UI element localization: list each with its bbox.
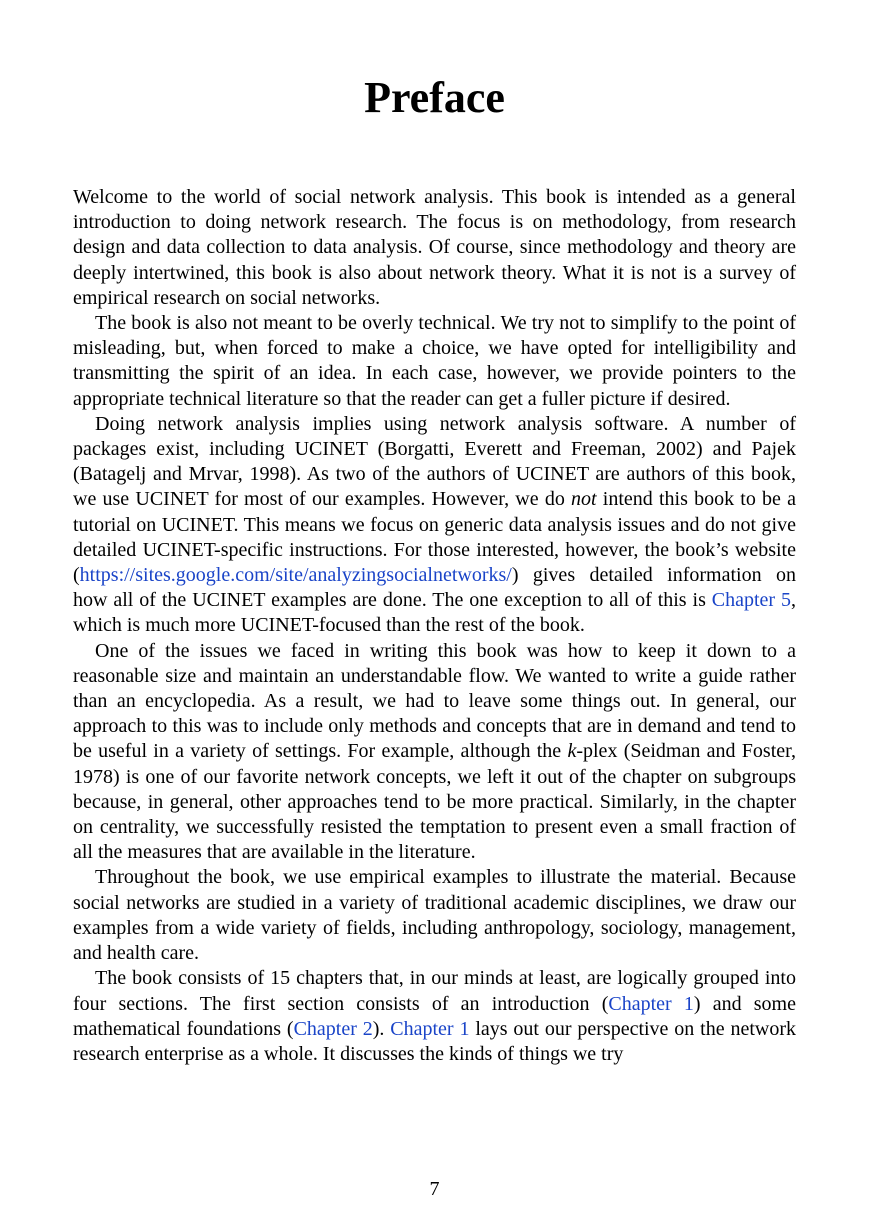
body-paragraph	[73, 639, 796, 866]
paragraph-text: Throughout the book, we use empirical examples to illustrate the material. Because social networks are studied in a variety of traditional academic disciplines, we draw our examples from a wide variety of fields, including anthropology, sociology, management, and health care.	[73, 866, 796, 965]
paragraph-text: intend this book to be a tutorial on UCINET. This means we focus on generic data analysis issues and do not give detailed UCINET-specific instructions. For those interested, however, the book’s website (	[73, 488, 796, 587]
paragraph-text: , which is much more UCINET-focused than the rest of the book.	[73, 589, 796, 637]
paragraph-text: ) and some mathematical foundations (	[73, 992, 796, 1040]
body-paragraph	[73, 185, 796, 311]
emphasis-text: k	[567, 740, 577, 763]
paragraph-text: ) gives detailed information on how all of the UCINET examples are done. The one exception to all of this is	[73, 564, 796, 612]
paragraph-text: One of the issues we faced in writing this book was how to keep it down to a reasonable size and maintain an understandable flow. We wanted to write a guide rather than an encyclopedia. As a result, we had to leave some things out. In general, our approach to this was to include only methods and concepts that are in demand and tend to be useful in a variety of settings. For example, although the	[73, 639, 796, 763]
paragraph-text: -plex (Seidman and Foster, 1978) is one of our favorite network concepts, we left it out of the chapter on subgroups because, in general, other approaches tend to be more practical. Similarly, in the chapter on centrality, we successfully resisted the temptation to present even a small fraction of all the measures that are available in the literature.	[73, 740, 796, 864]
chapter-1-link[interactable]: Chapter 1	[390, 1017, 470, 1040]
website-link[interactable]: https://sites.google.com/site/analyzingsocialnetworks/	[79, 564, 512, 587]
paragraph-text: The book is also not meant to be overly technical. We try not to simplify to the point of misleading, but, when forced to make a choice, we have opted for intelligibility and transmitting the spirit of an idea. In each case, however, we provide pointers to the appropriate technical literature so that the reader can get a fuller picture if desired.	[73, 312, 796, 410]
chapter-1-link[interactable]: Chapter 1	[608, 992, 694, 1015]
paragraph-text: Doing network analysis implies using network analysis software. A number of packages exist, including UCINET (Borgatti, Everett and Freeman, 2002) and Pajek (Batagelj and Mrvar, 1998). As two of the authors of UCINET are authors of this book, we use UCINET for most of our examples. However, we do	[73, 412, 796, 511]
paragraph-text: The book consists of 15 chapters that, in our minds at least, are logically grouped into four sections. The first section consists of an introduction (	[73, 967, 796, 1015]
paragraph-text: ).	[372, 1017, 391, 1040]
body-paragraph	[73, 311, 796, 412]
paragraph-text: Welcome to the world of social network analysis. This book is intended as a general introduction to doing network research. The focus is on methodology, from research design and data collection to data analysis. Of course, since methodology and theory are deeply intertwined, this book is also about network theory. What it is not is a survey of empirical research on social networks.	[73, 186, 796, 309]
body-paragraph	[73, 966, 796, 1067]
body-paragraph	[73, 412, 796, 639]
preface-body	[73, 185, 796, 1067]
emphasis-text: not	[571, 488, 597, 511]
chapter-2-link[interactable]: Chapter 2	[293, 1017, 373, 1040]
paragraph-text: lays out our perspective on the network research enterprise as a whole. It discusses the kinds of things we try	[73, 1017, 797, 1065]
page-number: 7	[429, 1178, 440, 1200]
page-title: Preface	[364, 73, 505, 122]
body-paragraph	[73, 865, 796, 966]
chapter-5-link[interactable]: Chapter 5	[711, 589, 791, 612]
